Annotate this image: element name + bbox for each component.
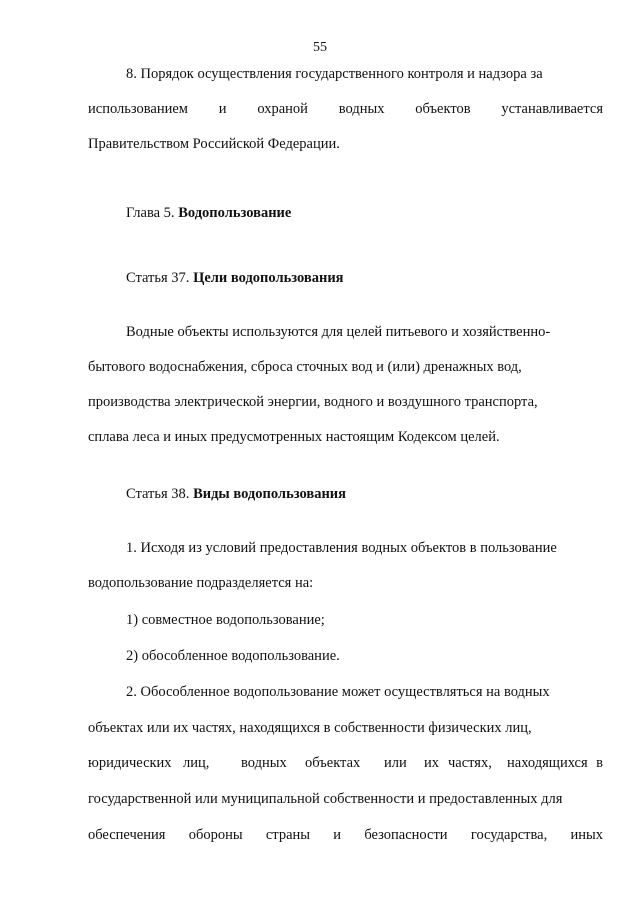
- word: обеспечения: [88, 827, 166, 843]
- word: использованием: [88, 101, 188, 117]
- word: безопасности: [364, 827, 448, 843]
- article-38-p2-line-2: объектах или их частях, находящихся в собственности физических лиц,: [88, 720, 532, 736]
- article-38-item-2: 2) обособленное водопользование.: [126, 648, 340, 664]
- word: обороны: [188, 827, 243, 843]
- paragraph-8-line-2: [88, 99, 603, 119]
- word: или: [384, 755, 407, 771]
- article-38-item-1: 1) совместное водопользование;: [126, 612, 325, 628]
- article-38-p2-line-1: 2. Обособленное водопользование может осуществляться на водных: [126, 684, 550, 700]
- word: водных: [241, 755, 287, 771]
- word: государства,: [470, 827, 548, 843]
- article-38-prefix: Статья 38.: [126, 486, 190, 502]
- word: устанавливается: [501, 101, 603, 117]
- article-38-heading: [126, 484, 603, 504]
- paragraph-8-line-3: Правительством Российской Федерации.: [88, 136, 340, 152]
- word: водных: [338, 101, 385, 117]
- article-38-p1-line-1: 1. Исходя из условий предоставления водных объектов в пользование: [126, 540, 557, 556]
- word: в: [596, 755, 603, 771]
- word: частях,: [448, 755, 492, 771]
- word: и: [218, 101, 227, 117]
- word: иных: [570, 827, 603, 843]
- word: лиц,: [183, 755, 210, 771]
- word: страны: [265, 827, 311, 843]
- article-37-line-4: сплава леса и иных предусмотренных настоящим Кодексом целей.: [88, 429, 500, 445]
- article-37-prefix: Статья 37.: [126, 270, 190, 286]
- article-37-line-3: производства электрической энергии, водного и воздушного транспорта,: [88, 394, 538, 410]
- page-number: 55: [313, 40, 327, 55]
- paragraph-8-line-1: 8. Порядок осуществления государственного контроля и надзора за: [126, 66, 543, 82]
- chapter-title: Водопользование: [178, 205, 292, 221]
- word: находящихся: [507, 755, 588, 771]
- word: юридических: [88, 755, 172, 771]
- article-38-p2-line-4: государственной или муниципальной собственности и предоставленных для: [88, 791, 563, 807]
- word: их: [424, 755, 440, 771]
- chapter-prefix: Глава 5.: [126, 205, 175, 221]
- chapter-heading: [126, 203, 603, 223]
- article-37-title: Цели водопользования: [193, 270, 344, 286]
- word: объектах: [305, 755, 361, 771]
- article-37-heading: [126, 268, 603, 288]
- article-37-line-1: Водные объекты используются для целей питьевого и хозяйственно-: [126, 324, 551, 340]
- article-38-p2-line-3: [88, 753, 603, 773]
- article-38-p1-line-2: водопользование подразделяется на:: [88, 575, 314, 591]
- article-38-title: Виды водопользования: [193, 486, 346, 502]
- article-38-p2-line-5: [88, 825, 603, 845]
- word: и: [333, 827, 342, 843]
- article-37-line-2: бытового водоснабжения, сброса сточных вод и (или) дренажных вод,: [88, 359, 522, 375]
- word: объектов: [415, 101, 471, 117]
- word: охраной: [257, 101, 308, 117]
